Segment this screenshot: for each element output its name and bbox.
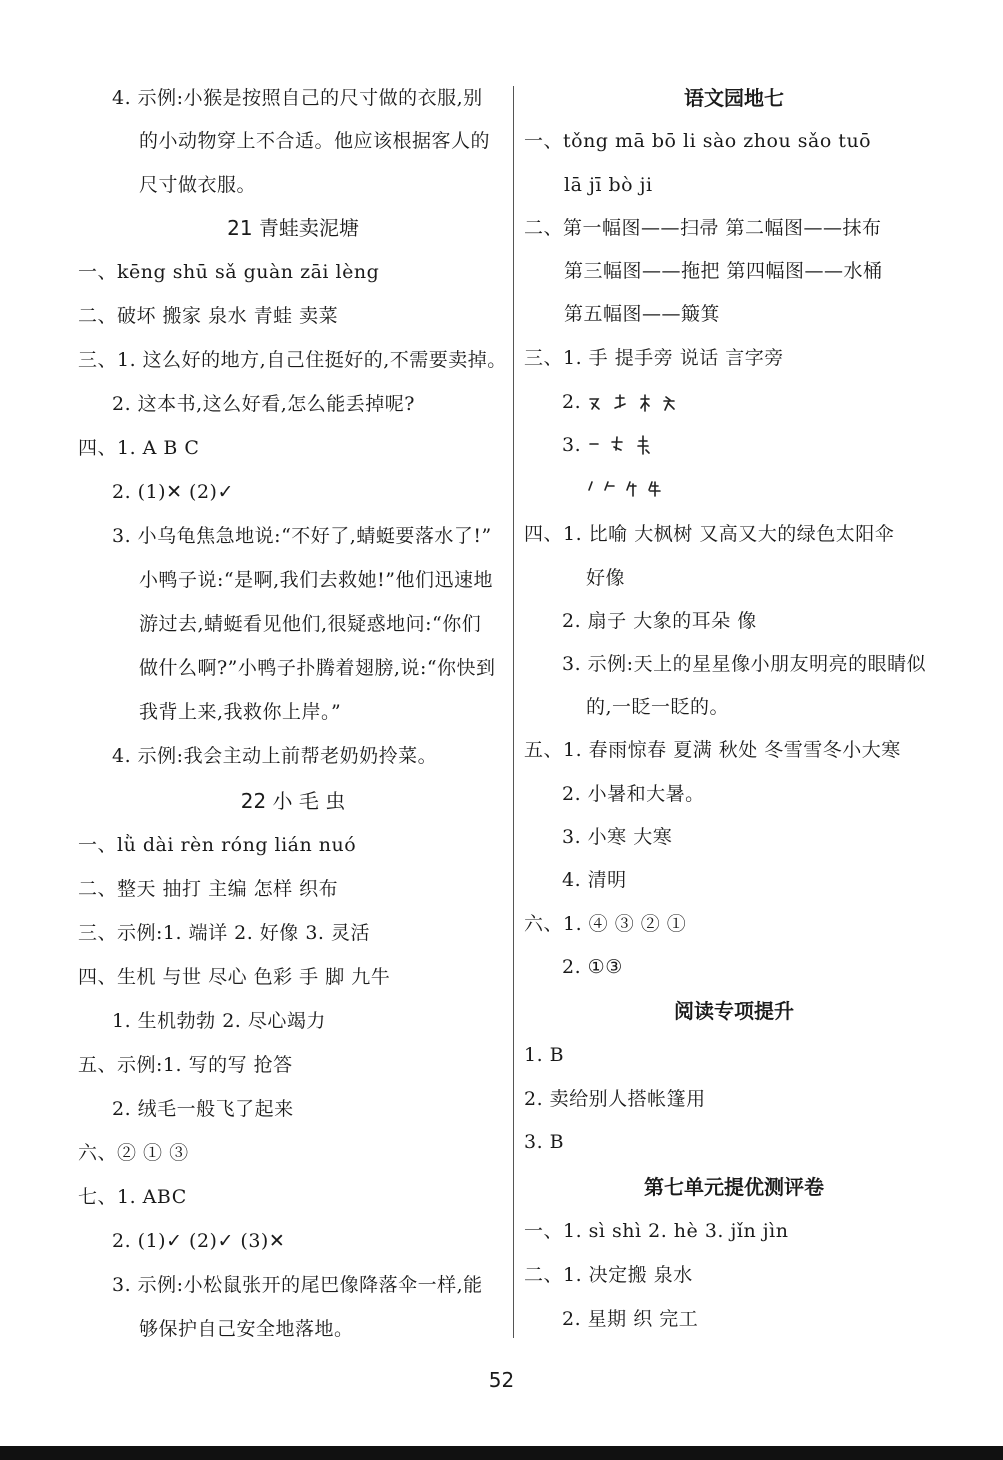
answer-line: 够保护自己安全地落地。 — [139, 1318, 354, 1340]
section-heading-ceping: 第七单元提优测评卷 — [644, 1175, 824, 1199]
answer-line: 做什么啊?”小鸭子扑腾着翅膀,说:“你快到 — [139, 657, 496, 679]
answer-line: 一、lǜ dài rèn róng lián nuó — [78, 834, 357, 856]
answer-line: 3. 小乌龟焦急地说:“不好了,蜻蜓要落水了!” — [112, 525, 492, 547]
answer-line: 二、破坏 搬家 泉水 青蛙 卖菜 — [78, 305, 339, 327]
answer-line: 2. 星期 织 完工 — [562, 1308, 699, 1330]
answer-line: 的,一眨一眨的。 — [586, 696, 730, 718]
answer-line: 尺寸做衣服。 — [139, 174, 257, 196]
answer-line: 2. 卖给别人搭帐篷用 — [524, 1088, 706, 1110]
section-heading-21: 21 青蛙卖泥塘 — [227, 216, 359, 240]
answer-line: 四、1. A B C — [78, 437, 200, 459]
stroke-order-figure — [586, 391, 686, 415]
answer-line: 2. 这本书,这么好看,怎么能丢掉呢? — [112, 393, 415, 415]
answer-line: 一、tǒng mā bō li sào zhou sǎo tuō — [524, 130, 872, 152]
answer-line: 游过去,蜻蜓看见他们,很疑惑地问:“你们 — [139, 613, 482, 635]
answer-line: 3. — [562, 434, 582, 456]
stroke-order-figure — [586, 474, 686, 500]
answer-line: 五、1. 春雨惊春 夏满 秋处 冬雪雪冬小大寒 — [524, 739, 901, 761]
page-number: 52 — [488, 1368, 515, 1392]
answer-line: 好像 — [586, 567, 626, 589]
column-divider — [513, 86, 514, 1338]
answer-line: 2. (1)✕ (2)✓ — [112, 481, 234, 503]
answer-line: 4. 示例:小猴是按照自己的尺寸做的衣服,别 — [112, 87, 483, 109]
answer-line: 3. B — [524, 1131, 565, 1153]
answer-line: 2. (1)✓ (2)✓ (3)✕ — [112, 1230, 286, 1252]
answer-line: 2. — [562, 391, 582, 413]
answer-line: 二、第一幅图——扫帚 第二幅图——抹布 — [524, 217, 882, 239]
answer-line: 3. 示例:天上的星星像小朋友明亮的眼睛似 — [562, 653, 927, 675]
answer-line: 四、1. 比喻 大枫树 又高又大的绿色太阳伞 — [524, 523, 895, 545]
answer-line: 小鸭子说:“是啊,我们去救她!”他们迅速地 — [139, 569, 494, 591]
answer-line: 3. 示例:小松鼠张开的尾巴像降落伞一样,能 — [112, 1274, 483, 1296]
answer-line: 3. 小寒 大寒 — [562, 826, 673, 848]
answer-line: 四、生机 与世 尽心 色彩 手 脚 九牛 — [78, 966, 391, 988]
answer-line: 三、示例:1. 端详 2. 好像 3. 灵活 — [78, 922, 370, 944]
answer-line: 2. 绒毛一般飞了起来 — [112, 1098, 294, 1120]
answer-line: 三、1. 这么好的地方,自己住挺好的,不需要卖掉。 — [78, 349, 507, 371]
section-heading-22: 22 小 毛 虫 — [240, 789, 346, 813]
answer-line: 二、整天 抽打 主编 怎样 织布 — [78, 878, 339, 900]
answer-line: 二、1. 决定搬 泉水 — [524, 1264, 693, 1286]
answer-line: 六、② ① ③ — [78, 1142, 189, 1164]
section-heading-yuedu: 阅读专项提升 — [674, 999, 794, 1023]
answer-line: 六、1. ④ ③ ② ① — [524, 913, 687, 935]
stroke-order-figure — [586, 432, 686, 458]
answer-line: 第五幅图——簸箕 — [564, 303, 721, 325]
answer-line: 一、kēng shū sǎ guàn zāi lèng — [78, 261, 380, 283]
answer-line: 1. B — [524, 1044, 565, 1066]
answer-line: 1. 生机勃勃 2. 尽心竭力 — [112, 1010, 326, 1032]
answer-line: 2. 扇子 大象的耳朵 像 — [562, 610, 757, 632]
section-heading-yuwen: 语文园地七 — [684, 86, 784, 110]
answer-line: 的小动物穿上不合适。他应该根据客人的 — [139, 130, 491, 152]
answer-line: 4. 清明 — [562, 869, 627, 891]
answer-line: lā jī bò ji — [564, 174, 653, 196]
answer-line: 三、1. 手 提手旁 说话 言字旁 — [524, 347, 784, 369]
answer-line: 我背上来,我救你上岸。” — [139, 701, 342, 723]
answer-line: 4. 示例:我会主动上前帮老奶奶拎菜。 — [112, 745, 438, 767]
answer-line: 2. ①③ — [562, 956, 623, 978]
answer-line: 五、示例:1. 写的写 抢答 — [78, 1054, 293, 1076]
answer-line: 2. 小暑和大暑。 — [562, 783, 705, 805]
answer-line: 第三幅图——拖把 第四幅图——水桶 — [564, 260, 883, 282]
footer-bar — [0, 1446, 1003, 1460]
answer-line: 七、1. ABC — [78, 1186, 187, 1208]
answer-line: 一、1. sì shì 2. hè 3. jǐn jìn — [524, 1220, 789, 1242]
